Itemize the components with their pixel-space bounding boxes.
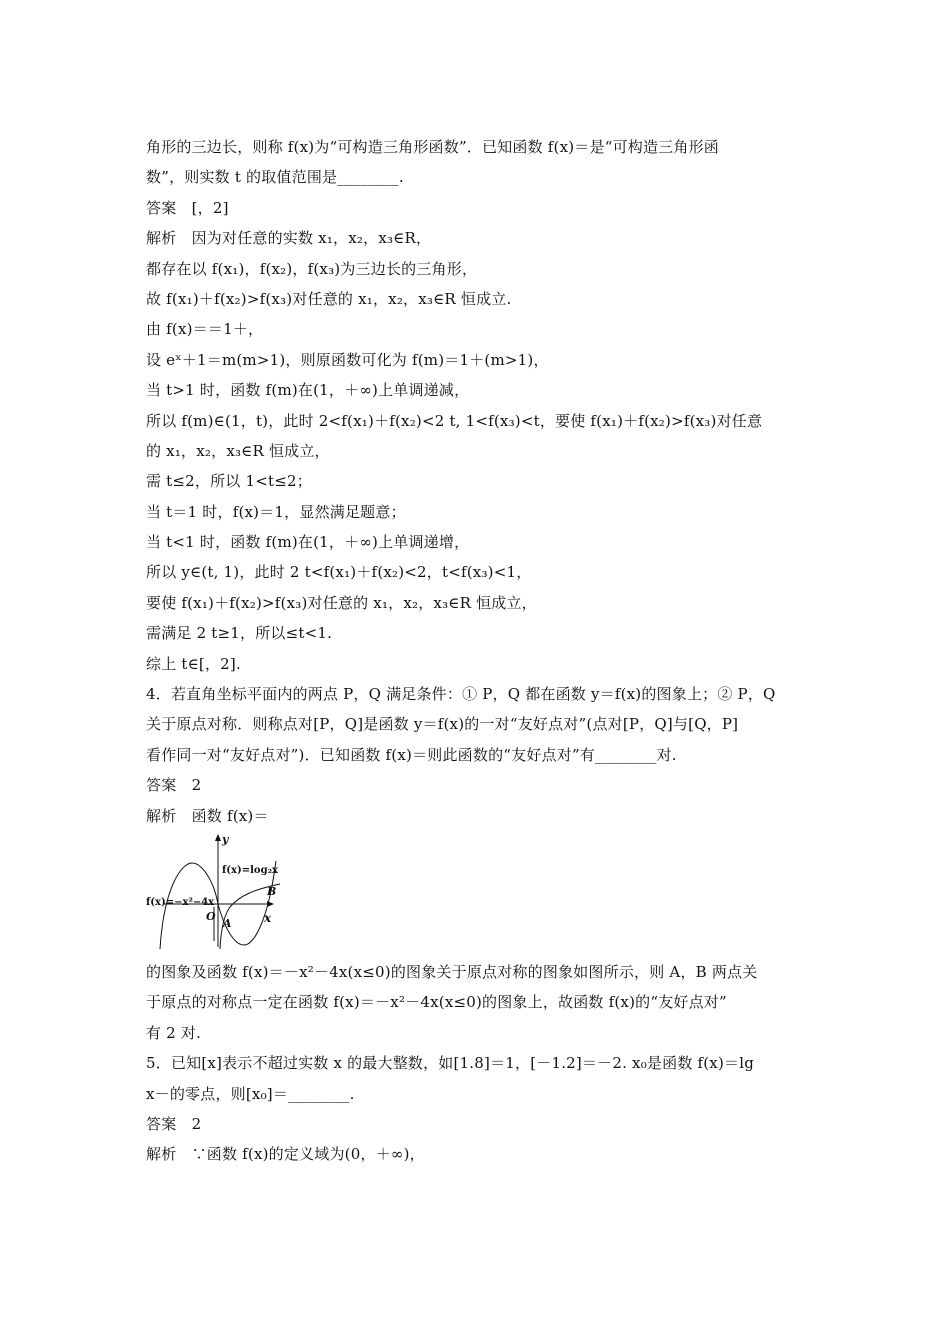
text-line: 于原点的对称点一定在函数 f(x)＝－x²－4x(x≤0)的图象上，故函数 f(x)的“友好点对” <box>146 993 727 1012</box>
y-axis-label: y <box>222 832 229 846</box>
log-function-label: f(x)=log₂x <box>222 864 278 876</box>
text-line: 当 t<1 时，函数 f(m)在(1，＋∞)上单调递增， <box>146 533 470 552</box>
answer-line: 答案 2 <box>146 776 202 795</box>
answer-line: 答案 [，2] <box>146 198 229 217</box>
text-line: 有 2 对. <box>146 1023 202 1042</box>
quadratic-function-label: f(x)=−x²−4x <box>146 896 215 908</box>
text-line: 角形的三边长，则称 f(x)为“可构造三角形函数”．已知函数 f(x)＝是“可构造三角形函 <box>146 138 719 156</box>
text-line: 综上 t∈[，2]. <box>146 654 241 673</box>
text-line: 故 f(x₁)＋f(x₂)>f(x₃)对任意的 x₁，x₂，x₃∈R 恒成立. <box>146 289 512 308</box>
point-b-label: B <box>267 884 277 898</box>
origin-label: O <box>206 909 216 923</box>
text-line: 要使 f(x₁)＋f(x₂)>f(x₃)对任意的 x₁，x₂，x₃∈R 恒成立， <box>146 593 537 612</box>
analysis-line: 解析 ∵函数 f(x)的定义域为(0，＋∞)， <box>146 1145 425 1164</box>
function-graph <box>146 831 296 949</box>
text-block-after-figure <box>146 957 814 1170</box>
text-line: 数”，则实数 t 的取值范围是________. <box>146 168 404 187</box>
x-axis-label: x <box>264 910 272 925</box>
question-line: 4．若直角坐标平面内的两点 P，Q 满足条件：① P，Q 都在函数 y＝f(x)的图象上；② P，Q <box>146 685 776 704</box>
text-line: 所以 y∈(t, 1)，此时 2 t<f(x₁)＋f(x₂)<2，t<f(x₃)<1， <box>146 563 532 582</box>
text-line: 设 eˣ＋1＝m(m>1)，则原函数可化为 f(m)＝1＋(m>1)， <box>146 350 549 369</box>
question-line: 5．已知[x]表示不超过实数 x 的最大整数，如[1.8]＝1，[－1.2]＝－2. x₀是函数 f(x)＝lg <box>146 1054 755 1073</box>
text-block-before-figure <box>146 132 814 831</box>
document-content <box>146 132 814 1170</box>
question-line: x－的零点，则[x₀]＝________. <box>146 1084 355 1103</box>
analysis-line: 解析 函数 f(x)＝ <box>146 806 269 825</box>
y-axis-arrow-icon <box>215 834 221 841</box>
text-line: 需 t≤2，所以 1<t≤2； <box>146 472 312 491</box>
question-line: 看作同一对“友好点对”)．已知函数 f(x)＝则此函数的“友好点对”有________对. <box>146 745 677 764</box>
text-line: 由 f(x)＝＝1＋， <box>146 320 264 339</box>
function-graph-figure <box>146 831 296 949</box>
text-line: 都存在以 f(x₁)，f(x₂)，f(x₃)为三边长的三角形， <box>146 259 478 278</box>
point-a-label: A <box>223 916 232 930</box>
analysis-line: 解析 因为对任意的实数 x₁，x₂，x₃∈R， <box>146 229 432 248</box>
answer-line: 答案 2 <box>146 1114 202 1133</box>
text-line: 的 x₁，x₂，x₃∈R 恒成立， <box>146 441 330 460</box>
text-line: 当 t＝1 时，f(x)＝1，显然满足题意； <box>146 502 406 521</box>
text-line: 的图象及函数 f(x)＝－x²－4x(x≤0)的图象关于原点对称的图象如图所示，则 A，B 两点关 <box>146 962 758 981</box>
text-line: 需满足 2 t≥1，所以≤t<1. <box>146 624 333 643</box>
text-line: 所以 f(m)∈(1，t)，此时 2<f(x₁)＋f(x₂)<2 t, 1<f(x₃)<t，要使 f(x₁)＋f(x₂)>f(x₃)对任意 <box>146 411 763 430</box>
text-line: 当 t>1 时，函数 f(m)在(1，＋∞)上单调递减， <box>146 381 470 400</box>
question-line: 关于原点对称．则称点对[P，Q]是函数 y＝f(x)的一对“友好点对”(点对[P，Q]与[Q，P] <box>146 715 739 734</box>
